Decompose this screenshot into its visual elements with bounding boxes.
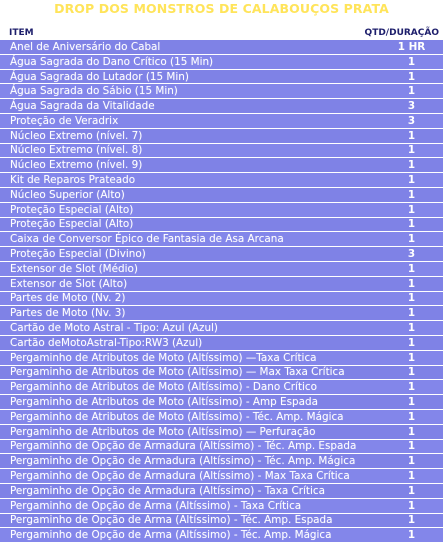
table-row — [0, 514, 443, 529]
item-name: Pergaminho de Atributos de Moto (Altíssimo) - Téc. Amp. Mágica — [10, 410, 344, 423]
table-row — [0, 528, 443, 543]
table-row — [0, 292, 443, 307]
table-row — [0, 425, 443, 440]
item-quantity: 1 — [407, 351, 416, 364]
table-row — [0, 188, 443, 203]
item-quantity: 1 — [407, 55, 416, 68]
table-row — [0, 351, 443, 366]
drop-list — [0, 40, 443, 543]
item-quantity: 1 — [407, 129, 416, 142]
item-quantity: 1 — [407, 277, 416, 290]
item-name: Extensor de Slot (Alto) — [10, 277, 128, 290]
item-quantity: 3 — [407, 248, 416, 261]
item-quantity: 1 — [407, 425, 416, 438]
table-row — [0, 218, 443, 233]
item-name: Água Sagrada do Dano Crítico (15 Min) — [10, 55, 214, 68]
item-quantity: 1 — [407, 440, 416, 453]
item-quantity: 1 — [407, 366, 416, 379]
item-quantity: 1 — [407, 396, 416, 409]
table-row — [0, 469, 443, 484]
item-name: Caixa de Conversor Épico de Fantasia de Asa Arcana — [10, 233, 284, 246]
item-name: Extensor de Slot (Médio) — [10, 262, 138, 275]
item-name: Anel de Aniversário do Cabal — [10, 40, 161, 53]
table-row — [0, 114, 443, 129]
item-quantity: 1 — [407, 159, 416, 172]
table-header — [0, 26, 443, 40]
table-row — [0, 203, 443, 218]
item-name: Proteção de Veradrix — [10, 114, 119, 127]
item-quantity: 1 — [407, 499, 416, 512]
table-row — [0, 410, 443, 425]
table-row — [0, 499, 443, 514]
table-row — [0, 380, 443, 395]
item-quantity: 1 — [407, 381, 416, 394]
item-quantity: 1 — [407, 262, 416, 275]
item-quantity: 1 — [407, 203, 416, 216]
item-quantity: 1 — [407, 529, 416, 542]
item-quantity: 1 — [407, 85, 416, 98]
table-row — [0, 144, 443, 159]
item-name: Cartão deMotoAstral-Tipo:RW3 (Azul) — [10, 336, 203, 349]
table-row — [0, 55, 443, 70]
item-name: Pergaminho de Opção de Armadura (Altíssimo) - Téc. Amp. Espada — [10, 440, 357, 453]
item-name: Pergaminho de Atributos de Moto (Altíssimo) — Max Taxa Crítica — [10, 366, 345, 379]
item-name: Pergaminho de Opção de Arma (Altíssimo) - Taxa Crítica — [10, 499, 302, 512]
item-name: Pergaminho de Opção de Arma (Altíssimo) - Téc. Amp. Espada — [10, 514, 333, 527]
item-quantity: 1 HR — [397, 40, 426, 53]
item-name: Proteção Especial (Alto) — [10, 203, 134, 216]
table-row — [0, 232, 443, 247]
table-row — [0, 440, 443, 455]
table-row — [0, 129, 443, 144]
item-quantity: 1 — [407, 144, 416, 157]
item-quantity: 3 — [407, 114, 416, 127]
item-name: Núcleo Extremo (nível. 7) — [10, 129, 143, 142]
item-name: Kit de Reparos Prateado — [10, 174, 136, 187]
item-name: Partes de Moto (Nv. 3) — [10, 307, 126, 320]
item-name: Cartão de Moto Astral - Tipo: Azul (Azul) — [10, 322, 218, 335]
item-name: Núcleo Superior (Alto) — [10, 188, 125, 201]
item-name: Pergaminho de Atributos de Moto (Altíssimo) — Perfuração — [10, 425, 316, 438]
item-name: Proteção Especial (Divino) — [10, 248, 146, 261]
table-row — [0, 84, 443, 99]
item-name: Proteção Especial (Alto) — [10, 218, 134, 231]
table-row — [0, 173, 443, 188]
table-row — [0, 70, 443, 85]
table-row — [0, 321, 443, 336]
item-name: Pergaminho de Opção de Armadura (Altíssimo) - Max Taxa Crítica — [10, 470, 350, 483]
table-row — [0, 454, 443, 469]
item-quantity: 1 — [407, 292, 416, 305]
item-name: Água Sagrada do Sábio (15 Min) — [10, 85, 178, 98]
qty-column-header: QTD/DURAÇÃO — [364, 28, 439, 38]
item-quantity: 1 — [407, 410, 416, 423]
item-name: Pergaminho de Atributos de Moto (Altíssimo) - Amp Espada — [10, 396, 318, 409]
item-quantity: 1 — [407, 233, 416, 246]
item-name: Água Sagrada da Vitalidade — [10, 100, 155, 113]
item-name: Água Sagrada do Lutador (15 Min) — [10, 70, 189, 83]
table-row — [0, 99, 443, 114]
table-row — [0, 484, 443, 499]
item-column-header: ITEM — [9, 28, 34, 38]
item-quantity: 1 — [407, 484, 416, 497]
item-quantity: 1 — [407, 307, 416, 320]
item-quantity: 1 — [407, 455, 416, 468]
item-quantity: 1 — [407, 218, 416, 231]
item-name: Pergaminho de Atributos de Moto (Altíssimo) - Dano Crítico — [10, 381, 317, 394]
item-name: Pergaminho de Opção de Armadura (Altíssimo) - Téc. Amp. Mágica — [10, 455, 356, 468]
item-quantity: 1 — [407, 470, 416, 483]
table-row — [0, 247, 443, 262]
table-row — [0, 40, 443, 55]
table-row — [0, 366, 443, 381]
table-row — [0, 336, 443, 351]
table-row — [0, 158, 443, 173]
item-name: Pergaminho de Atributos de Moto (Altíssimo) —Taxa Crítica — [10, 351, 317, 364]
item-name: Pergaminho de Opção de Arma (Altíssimo) - Téc. Amp. Mágica — [10, 529, 332, 542]
table-row — [0, 262, 443, 277]
item-quantity: 1 — [407, 322, 416, 335]
item-name: Núcleo Extremo (nível. 8) — [10, 144, 143, 157]
page-title: DROP DOS MONSTROS DE CALABOUÇOS PRATA — [54, 1, 389, 16]
item-name: Pergaminho de Opção de Armadura (Altíssimo) - Taxa Crítica — [10, 484, 325, 497]
table-row — [0, 277, 443, 292]
table-row — [0, 306, 443, 321]
table-row — [0, 395, 443, 410]
item-quantity: 3 — [407, 100, 416, 113]
item-quantity: 1 — [407, 514, 416, 527]
item-quantity: 1 — [407, 336, 416, 349]
item-name: Partes de Moto (Nv. 2) — [10, 292, 126, 305]
item-name: Núcleo Extremo (nível. 9) — [10, 159, 143, 172]
item-quantity: 1 — [407, 174, 416, 187]
item-quantity: 1 — [407, 188, 416, 201]
item-quantity: 1 — [407, 70, 416, 83]
